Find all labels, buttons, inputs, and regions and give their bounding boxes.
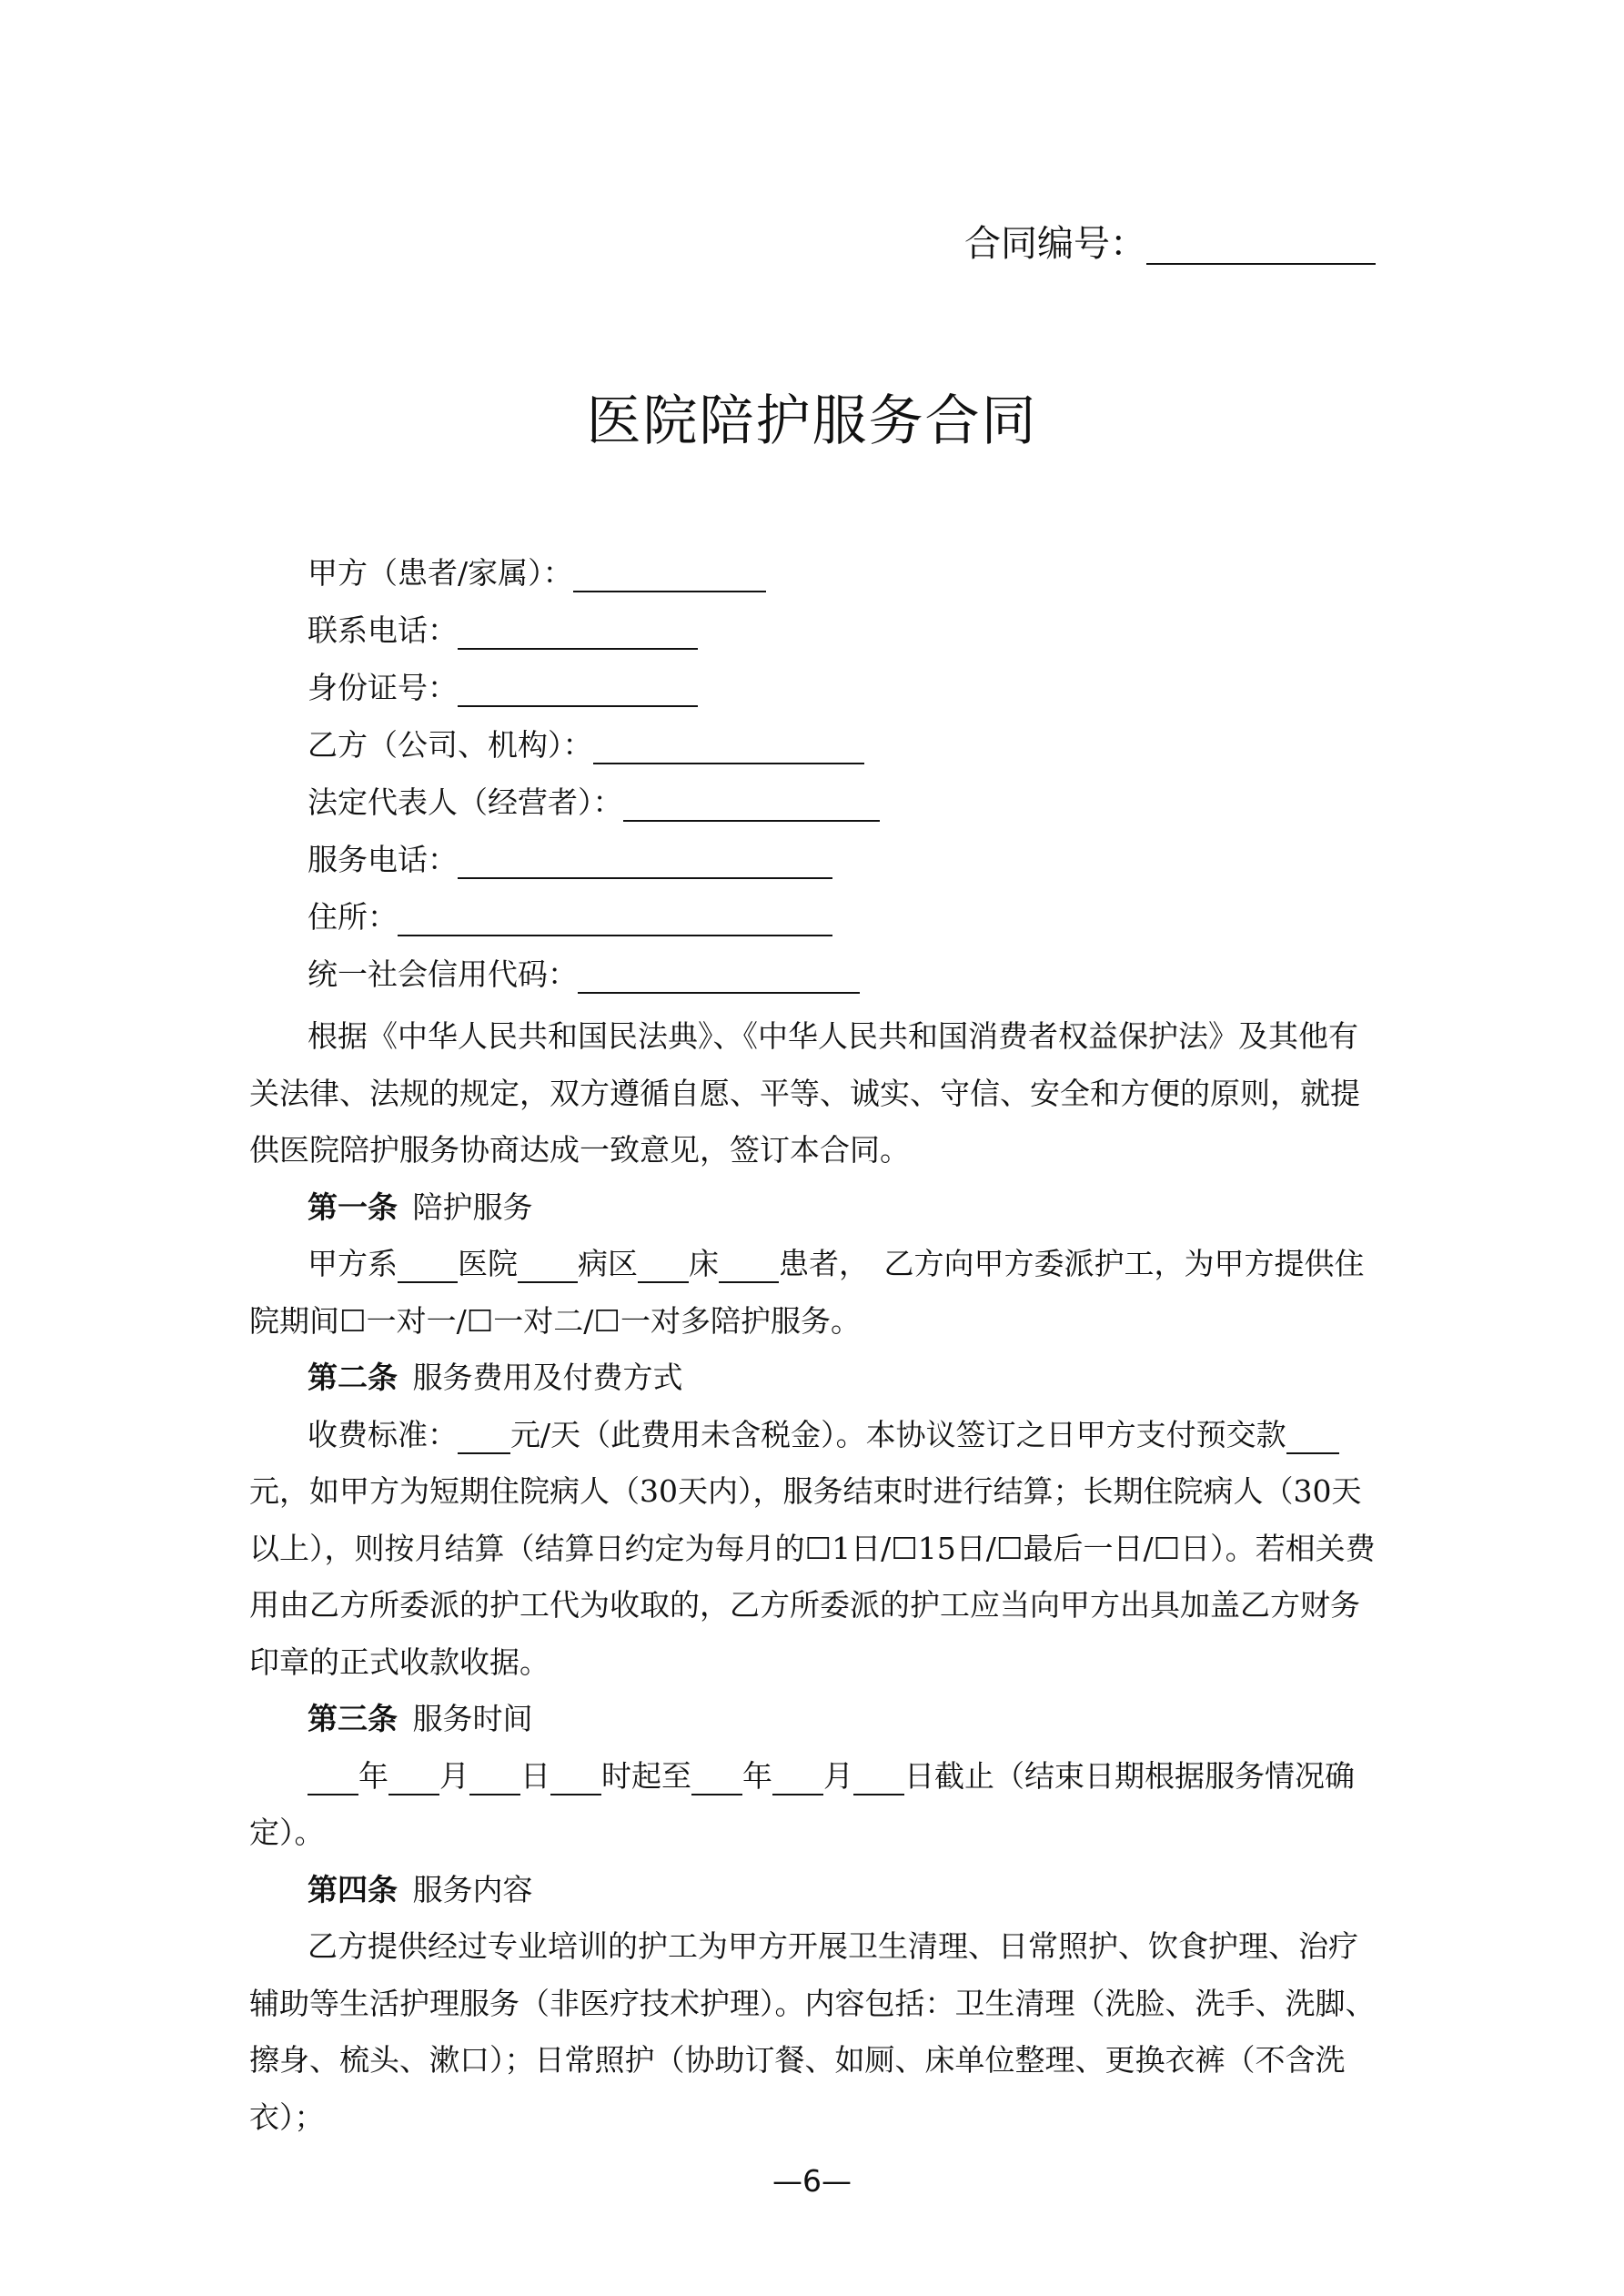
party-a-label: 甲方（患者/家属）： bbox=[308, 555, 573, 591]
start-hour-blank bbox=[550, 1759, 601, 1795]
article-4-paragraph: 乙方提供经过专业培训的护工为甲方开展卫生清理、日常照护、饮食护理、治疗辅助等生活护理服务（非医疗技术护理）。内容包括：卫生清理（洗脸、洗手、洗脚、擦身、梳头、漱口）；日常照护（协助订餐、如厕、床单位整理、更换衣裤（不含洗衣）； bbox=[249, 1928, 1376, 2135]
prepayment-blank bbox=[1286, 1418, 1339, 1454]
article-2-number: 第二条 bbox=[308, 1360, 398, 1395]
page-number: —6— bbox=[772, 2163, 852, 2199]
daily-fee-blank bbox=[458, 1418, 510, 1454]
article-2-text-seg1: 收费标准： bbox=[308, 1416, 458, 1452]
contract-body bbox=[249, 1008, 1387, 2146]
party-line-credit-code bbox=[308, 952, 860, 997]
party-a-blank bbox=[573, 556, 766, 592]
end-day-blank bbox=[853, 1759, 904, 1795]
article-1-text-seg2: 医院 bbox=[458, 1246, 518, 1281]
article-2-text-seg2: 元/天（此费用未含税金）。本协议签订之日甲方支付预交款 bbox=[510, 1416, 1286, 1452]
party-line-party-a bbox=[308, 551, 766, 596]
legal-representative-blank bbox=[623, 785, 880, 822]
article-3-text-seg3: 日 bbox=[520, 1757, 550, 1794]
article-2-title: 服务费用及付费方式 bbox=[412, 1360, 683, 1395]
credit-code-label: 统一社会信用代码： bbox=[308, 956, 578, 992]
article-2-paragraph bbox=[249, 1407, 1387, 1692]
article-4-title: 服务内容 bbox=[412, 1871, 533, 1907]
party-line-id-number bbox=[308, 665, 698, 711]
address-label: 住所： bbox=[308, 899, 398, 935]
article-1-text-seg1: 甲方系 bbox=[308, 1246, 398, 1281]
party-line-party-b bbox=[308, 723, 864, 768]
article-1-text-seg4: 床 bbox=[689, 1246, 719, 1281]
id-number-label: 身份证号： bbox=[308, 670, 458, 705]
article-3-text-seg5: 年 bbox=[742, 1757, 772, 1794]
patient-blank bbox=[719, 1247, 779, 1283]
service-phone-label: 服务电话： bbox=[308, 842, 458, 877]
address-blank bbox=[398, 900, 832, 936]
article-3-text-seg6: 月 bbox=[823, 1757, 853, 1794]
bed-blank bbox=[638, 1247, 689, 1283]
party-line-address bbox=[308, 895, 832, 940]
preamble-paragraph: 根据《中华人民共和国民法典》、《中华人民共和国消费者权益保护法》及其他有关法律、法规的规定，双方遵循自愿、平等、诚实、守信、安全和方便的原则，就提供医院陪护服务协商达成一致意见，签订本合同。 bbox=[249, 1018, 1360, 1168]
article-3-text-seg7: 日截止（结束日期根据服务情况确定）。 bbox=[249, 1757, 1355, 1850]
party-b-blank bbox=[593, 728, 864, 764]
article-1-heading bbox=[249, 1179, 1387, 1237]
start-year-blank bbox=[308, 1759, 358, 1795]
end-month-blank bbox=[772, 1759, 823, 1795]
article-2-text-seg3: 元，如甲方为短期住院病人（30天内），服务结束时进行结算；长期住院病人（30天以上），则按月结算（结算日约定为每月的☐1日/☐15日/☐最后一日/☐日）。若相关费用由乙方所委派的护工代为收取的，乙方所委派的护工应当向甲方出具加盖乙方财务印章的正式收款收据。 bbox=[249, 1473, 1376, 1680]
end-year-blank bbox=[691, 1759, 742, 1795]
article-4-heading bbox=[249, 1862, 1387, 1919]
article-3-text-seg4: 时起至 bbox=[601, 1757, 691, 1794]
party-line-service-phone bbox=[308, 837, 832, 883]
ward-blank bbox=[518, 1247, 578, 1283]
legal-representative-label: 法定代表人（经营者）： bbox=[308, 784, 623, 820]
id-number-blank bbox=[458, 671, 698, 707]
contract-number-blank bbox=[1146, 228, 1376, 265]
phone-label: 联系电话： bbox=[308, 612, 458, 648]
service-phone-blank bbox=[458, 843, 832, 879]
party-line-phone bbox=[308, 608, 698, 653]
article-3-heading bbox=[249, 1691, 1387, 1748]
phone-blank bbox=[458, 613, 698, 650]
article-4-number: 第四条 bbox=[308, 1871, 398, 1907]
article-3-number: 第三条 bbox=[308, 1701, 398, 1736]
start-month-blank bbox=[388, 1759, 439, 1795]
article-1-paragraph bbox=[249, 1236, 1387, 1350]
article-3-text-seg1: 年 bbox=[358, 1757, 388, 1794]
article-1-text-seg5: 患者， 乙方向甲方委派护工，为甲方提供住院期间☐一对一/☐一对二/☐一对多陪护服务。 bbox=[249, 1246, 1365, 1339]
start-day-blank bbox=[469, 1759, 520, 1795]
article-3-text-seg2: 月 bbox=[439, 1757, 469, 1794]
hospital-blank bbox=[398, 1247, 458, 1283]
article-3-title: 服务时间 bbox=[412, 1701, 533, 1736]
article-1-text-seg3: 病区 bbox=[578, 1246, 638, 1281]
contract-number-label: 合同编号： bbox=[964, 223, 1146, 265]
contract-number bbox=[964, 217, 1376, 271]
party-line-legal-representative bbox=[308, 780, 880, 825]
party-b-label: 乙方（公司、机构）： bbox=[308, 727, 593, 763]
article-2-heading bbox=[249, 1350, 1387, 1407]
article-3-paragraph bbox=[249, 1748, 1387, 1862]
credit-code-blank bbox=[578, 957, 860, 994]
article-1-number: 第一条 bbox=[308, 1188, 398, 1225]
article-1-title: 陪护服务 bbox=[412, 1188, 533, 1225]
document-title: 医院陪护服务合同 bbox=[586, 389, 1038, 453]
